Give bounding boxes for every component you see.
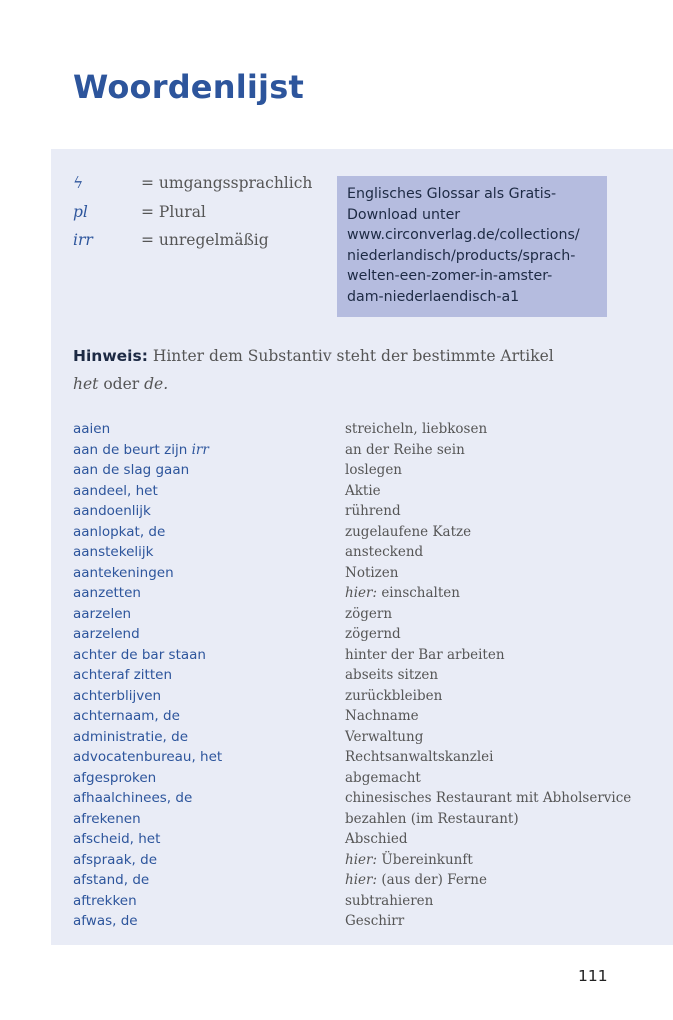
- german-translation-text: Geschirr: [345, 913, 405, 929]
- dutch-term-text: aan de beurt zijn: [73, 441, 188, 458]
- dutch-term: [73, 626, 140, 642]
- german-translation-text: Übereinkunft: [381, 851, 473, 868]
- dutch-term: [73, 770, 156, 786]
- dutch-term: [73, 872, 149, 888]
- glossary-entry: [73, 647, 653, 668]
- context-prefix: hier:: [345, 851, 378, 868]
- german-translation: [345, 872, 487, 888]
- german-translation: [345, 647, 505, 663]
- german-translation-text: Abschied: [345, 831, 408, 847]
- german-translation: [345, 729, 423, 745]
- context-prefix: hier:: [345, 872, 378, 888]
- dutch-term: [73, 565, 174, 581]
- german-translation: [345, 483, 381, 499]
- glossary-entry: [73, 688, 653, 709]
- english-glossary-callout: [337, 176, 607, 317]
- grammar-tag: irr: [191, 441, 209, 458]
- dutch-term-text: aarzelen: [73, 605, 132, 622]
- german-translation: [345, 524, 471, 540]
- german-translation-text: Verwaltung: [345, 728, 424, 745]
- dutch-term: [73, 483, 158, 499]
- dutch-term: [73, 749, 222, 765]
- german-translation-text: abgemacht: [345, 769, 421, 786]
- abbreviation-definition: = Plural: [141, 203, 206, 221]
- dutch-term: [73, 524, 165, 540]
- note-het: het: [73, 375, 99, 393]
- page-number: 111: [578, 967, 608, 985]
- abbreviation-symbol: pl: [73, 203, 88, 221]
- dutch-term-text: aandoenlijk: [73, 503, 151, 519]
- glossary-entry: [73, 770, 653, 791]
- callout-line: Download unter: [347, 206, 461, 223]
- dutch-term: [73, 811, 141, 827]
- dutch-term-text: aandeel, het: [73, 482, 158, 499]
- abbreviation-definition: = umgangssprachlich: [141, 174, 313, 192]
- dutch-term-text: aarzelend: [73, 626, 140, 642]
- dutch-term-text: afwas, de: [73, 913, 138, 929]
- dutch-term-text: aanzetten: [73, 585, 141, 601]
- german-translation: [345, 462, 402, 478]
- dutch-term: [73, 585, 141, 601]
- german-translation-text: einschalten: [381, 585, 460, 601]
- german-translation: [345, 688, 442, 704]
- dutch-term: [73, 606, 131, 622]
- note-oder: oder: [103, 375, 140, 393]
- dutch-term: [73, 544, 153, 560]
- callout-line: Englisches Glossar als Gratis-: [347, 186, 557, 202]
- dutch-term: [73, 852, 157, 868]
- abbreviation-symbol: irr: [73, 231, 93, 249]
- dutch-term: [73, 688, 161, 704]
- colloquial-symbol: ϟ: [73, 174, 84, 192]
- german-translation: [345, 811, 519, 827]
- german-translation: [345, 565, 398, 581]
- german-translation: [345, 544, 423, 560]
- glossary-entry: [73, 913, 653, 934]
- glossary-entry: [73, 442, 653, 463]
- glossary-entry: [73, 483, 653, 504]
- dutch-term-text: afgesproken: [73, 769, 157, 786]
- dutch-term: [73, 831, 160, 847]
- dutch-term-text: achternaam, de: [73, 708, 180, 724]
- glossary-entry: [73, 462, 653, 483]
- german-translation: [345, 790, 631, 806]
- glossary-entry: [73, 708, 653, 729]
- german-translation-text: zurückbleiben: [345, 687, 443, 704]
- glossary-entry: [73, 729, 653, 750]
- glossary-entry: [73, 503, 653, 524]
- german-translation: [345, 708, 419, 724]
- glossary-entry: [73, 831, 653, 852]
- note-de: de.: [144, 375, 169, 393]
- german-translation: [345, 852, 473, 868]
- dutch-term-text: aanstekelijk: [73, 544, 154, 560]
- page-title: Woordenlijst: [73, 68, 304, 106]
- dutch-term-text: afhaalchinees, de: [73, 790, 193, 806]
- german-translation-text: subtrahieren: [345, 892, 434, 909]
- german-translation: [345, 893, 433, 909]
- dutch-term-text: aantekeningen: [73, 564, 174, 581]
- note-text: Hinter dem Substantiv steht der bestimmte Artikel: [152, 347, 554, 365]
- glossary-entry: [73, 421, 653, 442]
- german-translation-text: zögern: [345, 605, 393, 622]
- glossary-list: [73, 421, 653, 934]
- german-translation: [345, 626, 401, 642]
- glossary-entry: [73, 811, 653, 832]
- german-translation: [345, 503, 401, 519]
- note-label: Hinweis:: [73, 347, 148, 365]
- german-translation-text: (aus der) Ferne: [381, 872, 487, 888]
- dutch-term-text: advocatenbureau, het: [73, 749, 223, 765]
- dutch-term: [73, 913, 138, 929]
- dutch-term-text: aanlopkat, de: [73, 523, 166, 540]
- german-translation-text: an der Reihe sein: [345, 441, 465, 458]
- dutch-term-text: aan de slag gaan: [73, 462, 190, 478]
- german-translation-text: zögernd: [345, 626, 401, 642]
- german-translation: [345, 667, 438, 683]
- dutch-term: [73, 893, 137, 909]
- glossary-entry: [73, 626, 653, 647]
- dutch-term-text: achter de bar staan: [73, 646, 206, 663]
- dutch-term-text: afrekenen: [73, 810, 141, 827]
- callout-url-line: niederlandisch/products/sprach-: [347, 247, 576, 264]
- glossary-entry: [73, 606, 653, 627]
- context-prefix: hier:: [345, 585, 378, 601]
- german-translation: [345, 585, 460, 601]
- german-translation-text: hinter der Bar arbeiten: [345, 646, 505, 663]
- german-translation-text: rührend: [345, 503, 401, 519]
- abbreviation-definition: = unregelmäßig: [141, 231, 269, 249]
- dutch-term-text: administratie, de: [73, 728, 189, 745]
- german-translation: [345, 606, 392, 622]
- dutch-term: [73, 667, 172, 683]
- glossary-entry: [73, 790, 653, 811]
- german-translation: [345, 913, 404, 929]
- german-translation-text: abseits sitzen: [345, 667, 439, 683]
- german-translation-text: ansteckend: [345, 544, 424, 560]
- dutch-term: [73, 421, 110, 437]
- german-translation-text: Nachname: [345, 708, 419, 724]
- dutch-term-text: achterblijven: [73, 687, 162, 704]
- german-translation: [345, 421, 487, 437]
- dutch-term-text: aftrekken: [73, 892, 137, 909]
- german-translation-text: chinesisches Restaurant mit Abholservice: [345, 790, 632, 806]
- german-translation-text: Notizen: [345, 564, 399, 581]
- german-translation-text: loslegen: [345, 462, 403, 478]
- glossary-entry: [73, 524, 653, 545]
- glossary-entry: [73, 852, 653, 873]
- german-translation-text: zugelaufene Katze: [345, 523, 472, 540]
- dutch-term: [73, 647, 206, 663]
- glossary-entry: [73, 749, 653, 770]
- dutch-term-text: afscheid, het: [73, 831, 161, 847]
- german-translation: [345, 442, 465, 458]
- glossary-panel: [51, 149, 673, 945]
- dutch-term-text: afspraak, de: [73, 851, 157, 868]
- callout-url-line: dam-niederlaendisch-a1: [347, 288, 520, 305]
- german-translation-text: streicheln, liebkosen: [345, 421, 488, 437]
- german-translation-text: Rechtsanwaltskanzlei: [345, 749, 494, 765]
- dutch-term: [73, 442, 209, 458]
- dutch-term: [73, 729, 188, 745]
- dutch-term: [73, 462, 189, 478]
- glossary-entry: [73, 565, 653, 586]
- dutch-term-text: afstand, de: [73, 872, 150, 888]
- german-translation: [345, 749, 493, 765]
- german-translation-text: bezahlen (im Restaurant): [345, 810, 519, 827]
- article-note: [73, 342, 554, 398]
- glossary-entry: [73, 585, 653, 606]
- callout-url-line: www.circonverlag.de/collections/: [347, 227, 580, 244]
- dutch-term: [73, 790, 192, 806]
- dutch-term: [73, 503, 151, 519]
- glossary-entry: [73, 667, 653, 688]
- callout-url-line: welten-een-zomer-in-amster-: [347, 268, 553, 285]
- dutch-term-text: aaien: [73, 421, 111, 437]
- glossary-entry: [73, 893, 653, 914]
- dutch-term-text: achteraf zitten: [73, 667, 173, 683]
- glossary-entry: [73, 544, 653, 565]
- dutch-term: [73, 708, 180, 724]
- glossary-entry: [73, 872, 653, 893]
- german-translation: [345, 831, 408, 847]
- german-translation: [345, 770, 421, 786]
- german-translation-text: Aktie: [345, 482, 381, 499]
